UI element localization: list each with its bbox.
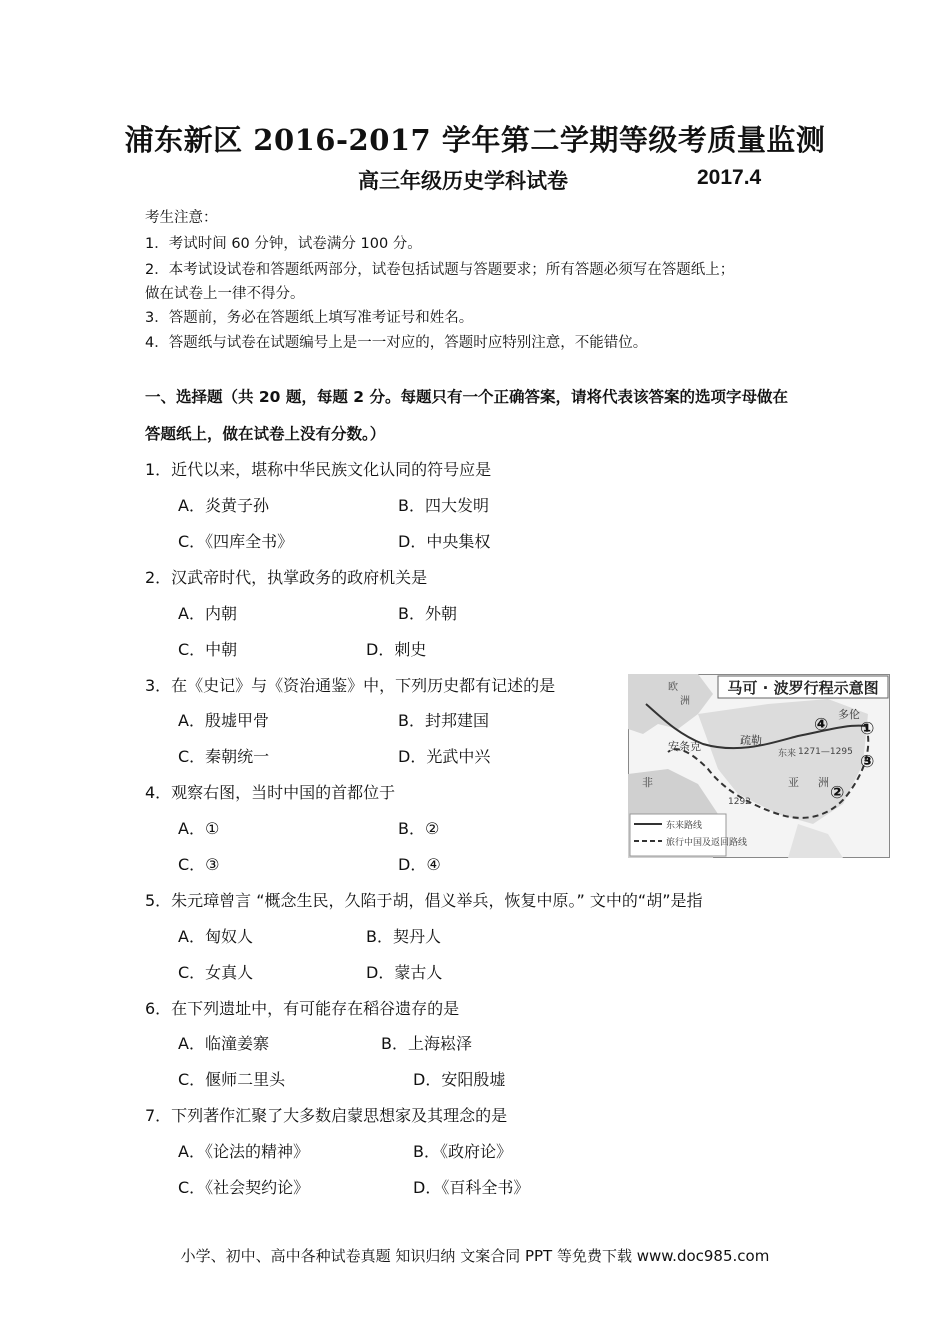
option-b: B．四大发明 [398,496,489,515]
question-stem: 6．在下列遗址中，有可能存在稻谷遗存的是 [145,999,460,1018]
question-stem: 7．下列著作汇聚了大多数启蒙思想家及其理念的是 [145,1106,508,1125]
question-stem: 3．在《史记》与《资治通鉴》中，下列历史都有记述的是 [145,676,556,695]
question-stem: 4．观察右图，当时中国的首都位于 [145,783,396,802]
option-a: A．① [178,819,220,838]
page-title: 浦东新区 2016-2017 学年第二学期等级考质量监测 [124,123,826,157]
question-stem: 2．汉武帝时代，执掌政务的政府机关是 [145,568,428,587]
notice-line: 做在试卷上一律不得分。 [145,286,305,302]
option-b: B．《政府论》 [413,1142,512,1161]
map-label-europe2: 洲 [680,696,690,707]
map-label-kashgar: 疏勒 [740,734,762,747]
option-b: B．② [398,819,440,838]
map-label-duolun: 多伦 [838,708,860,721]
notice-line: 4．答题纸与试卷在试题编号上是一一对应的，答题时应特别注意，不能错位。 [145,335,648,351]
map-label-europe: 欧 [668,682,678,693]
option-c: C．《社会契约论》 [178,1178,310,1197]
marco-polo-route-map [628,674,890,858]
question-stem: 1．近代以来，堪称中华民族文化认同的符号应是 [145,460,492,479]
option-a: A．炎黄子孙 [178,496,269,515]
option-d: D．《百科全书》 [413,1178,530,1197]
map-marker-2: ② [830,783,845,803]
option-a: A．《论法的精神》 [178,1142,309,1161]
option-b: B．外朝 [398,604,457,623]
exam-date: 2017.4 [697,166,762,189]
option-b: B．封邦建国 [398,711,489,730]
option-d: D．中央集权 [398,532,491,551]
option-c: C．③ [178,855,220,874]
map-title: 马可 · 波罗行程示意图 [727,679,879,697]
option-d: D．安阳殷墟 [413,1070,506,1089]
option-a: A．匈奴人 [178,927,253,946]
option-b: B．契丹人 [366,927,441,946]
option-c: C．《四库全书》 [178,532,294,551]
map-label-route-east: 东来 [778,749,797,759]
option-a: A．殷墟甲骨 [178,711,269,730]
notice-line: 2．本考试设试卷和答题纸两部分，试卷包括试题与答题要求；所有答题必须写在答题纸上； [145,262,735,278]
notice-line: 1．考试时间 60 分钟，试卷满分 100 分。 [145,236,422,252]
option-d: D．光武中兴 [398,747,491,766]
map-marker-4: ④ [814,715,829,735]
option-a: A．内朝 [178,604,237,623]
legend-return: 旅行中国及返回路线 [666,838,748,848]
option-c: C．偃师二里头 [178,1070,286,1089]
map-label-antioch: 安条克 [668,740,701,753]
map-label-years-return: 1292 [728,797,751,807]
option-c: C．秦朝统一 [178,747,270,766]
option-d: D．刺史 [366,640,427,659]
question-stem: 5．朱元璋曾言 “概念生民，久陷于胡，倡义举兵，恢复中原。” 文中的“胡”是指 [145,891,703,910]
notice-line: 3．答题前，务必在答题纸上填写准考证号和姓名。 [145,310,474,326]
notice-heading: 考生注意： [145,210,218,226]
section-heading: 一、选择题（共 20 题，每题 2 分。每题只有一个正确答案，请将代表该答案的选项字母做在 [145,388,788,406]
option-c: C．中朝 [178,640,238,659]
map-marker-1: ① [860,719,875,739]
option-b: B．上海崧泽 [381,1034,472,1053]
map-label-asia: 亚 [788,776,799,789]
option-d: D．蒙古人 [366,963,443,982]
legend-east: 东来路线 [666,821,703,831]
section-heading-cont: 答题纸上，做在试卷上没有分数。） [145,425,386,443]
map-label-asia2: 洲 [818,776,829,789]
map-label-africa: 非 [642,776,653,789]
option-a: A．临潼姜寨 [178,1034,269,1053]
map-marker-3: ③ [860,752,875,772]
footer-text: 小学、初中、高中各种试卷真题 知识归纳 文案合同 PPT 等免费下载 www.doc985.com [180,1247,770,1265]
page-subtitle: 高三年级历史学科试卷 [358,168,568,193]
option-c: C．女真人 [178,963,254,982]
map-label-years: 1271—1295 [798,747,853,757]
option-d: D．④ [398,855,441,874]
